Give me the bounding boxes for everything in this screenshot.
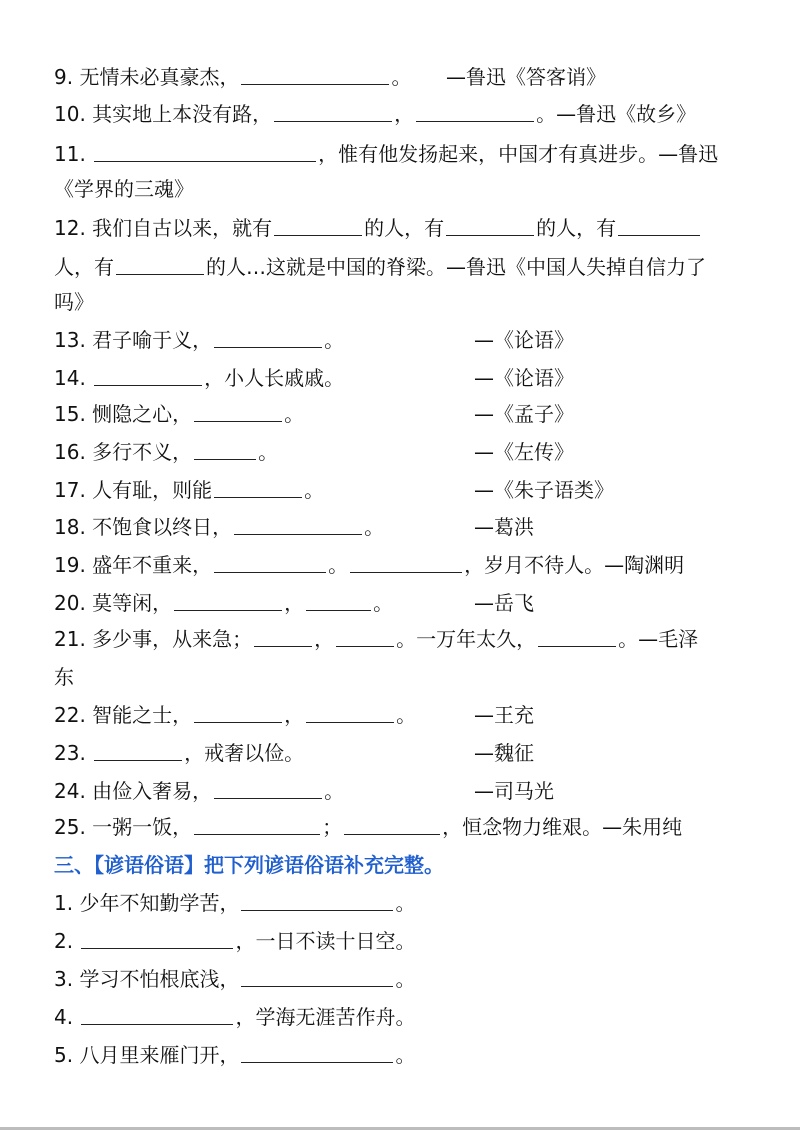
answer-blank[interactable]: [81, 999, 233, 1025]
proverb-text: 3. 学习不怕根底浅，: [54, 967, 240, 991]
quote-line: [54, 96, 760, 133]
quote-line: [54, 773, 760, 810]
answer-blank[interactable]: [241, 59, 389, 85]
answer-blank[interactable]: [194, 434, 256, 460]
quote-text: 23.: [54, 741, 93, 765]
quote-text: 15. 恻隐之心，: [54, 402, 193, 426]
quote-line: [54, 659, 760, 696]
answer-blank[interactable]: [416, 96, 534, 122]
answer-blank[interactable]: [214, 322, 322, 348]
answer-blank[interactable]: [274, 210, 362, 236]
proverb-text: 。: [395, 891, 416, 915]
quote-text: ，岁月不待人。—陶渊明: [464, 553, 685, 577]
quote-source: —王充: [474, 703, 534, 727]
quote-text: 24. 由俭入奢易，: [54, 779, 213, 803]
answer-blank[interactable]: [94, 136, 316, 162]
quote-line: [54, 547, 760, 584]
quote-text: ，: [314, 627, 335, 651]
answer-blank[interactable]: [241, 885, 393, 911]
quote-text: 。: [373, 591, 394, 615]
proverb-text: 4.: [54, 1005, 80, 1029]
quote-source: —《孟子》: [474, 402, 574, 426]
proverb-text: 1. 少年不知勤学苦，: [54, 891, 240, 915]
answer-blank[interactable]: [234, 509, 362, 535]
quote-text: 17. 人有耻，则能: [54, 478, 213, 502]
quote-text: 。: [391, 65, 412, 89]
quote-text: ，小人长戚戚。: [204, 366, 345, 390]
answer-blank[interactable]: [274, 96, 392, 122]
quote-text: 25. 一粥一饭，: [54, 815, 193, 839]
quote-text: 。一万年太久，: [396, 627, 537, 651]
quote-text: 。: [324, 779, 345, 803]
proverb-line: [54, 885, 760, 922]
proverb-text: ，一日不读十日空。: [235, 929, 416, 953]
quote-text: 吗》: [54, 290, 94, 314]
answer-blank[interactable]: [254, 621, 312, 647]
quote-text: 。—鲁迅《故乡》: [536, 102, 697, 126]
quote-text: 9. 无情未必真豪杰，: [54, 65, 240, 89]
quote-text: 的人，有: [536, 216, 617, 240]
quote-line: [54, 284, 760, 321]
answer-blank[interactable]: [94, 735, 182, 761]
quote-line: [54, 249, 760, 286]
quote-text: 11.: [54, 142, 93, 166]
proverb-text: 5. 八月里来雁门开，: [54, 1043, 240, 1067]
answer-blank[interactable]: [116, 249, 204, 275]
answer-blank[interactable]: [241, 961, 393, 987]
quote-line: [54, 434, 760, 471]
quote-source: —《论语》: [474, 366, 574, 390]
quote-source: —《朱子语类》: [474, 478, 614, 502]
quote-line: [54, 809, 760, 846]
proverb-line: [54, 961, 760, 998]
quote-text: 。: [284, 402, 305, 426]
quote-text: 22. 智能之士，: [54, 703, 193, 727]
quote-line: [54, 697, 760, 734]
quote-text: 。: [364, 515, 385, 539]
answer-blank[interactable]: [194, 809, 320, 835]
quote-text: ，戒奢以俭。: [184, 741, 305, 765]
quote-text: 20. 莫等闲，: [54, 591, 173, 615]
answer-blank[interactable]: [306, 697, 394, 723]
quote-source: —司马光: [474, 779, 554, 803]
answer-blank[interactable]: [306, 585, 371, 611]
quote-text: 12. 我们自古以来，就有: [54, 216, 273, 240]
quote-text: 。—毛泽: [618, 627, 699, 651]
proverb-text: 。: [395, 967, 416, 991]
quote-text: 18. 不饱食以终日，: [54, 515, 233, 539]
quote-text: 《学界的三魂》: [54, 177, 194, 201]
quote-text: 的人，有: [364, 216, 445, 240]
quote-line: [54, 621, 760, 658]
answer-blank[interactable]: [194, 396, 282, 422]
answer-blank[interactable]: [81, 923, 233, 949]
proverb-text: 2.: [54, 929, 80, 953]
quote-line: [54, 59, 760, 96]
quote-line: [54, 360, 760, 397]
quote-text: ，恒念物力维艰。—朱用纯: [442, 815, 683, 839]
quote-text: ；: [322, 815, 343, 839]
quote-text: 19. 盛年不重来，: [54, 553, 213, 577]
quote-text: 。: [258, 440, 279, 464]
quote-line: [54, 472, 760, 509]
quote-source: —《论语》: [474, 328, 574, 352]
answer-blank[interactable]: [174, 585, 282, 611]
quote-line: [54, 136, 760, 173]
quote-text: ，: [284, 703, 305, 727]
quote-line: [54, 396, 760, 433]
quote-source: —葛洪: [474, 515, 534, 539]
quote-text: ，: [394, 102, 415, 126]
quote-line: [54, 322, 760, 359]
quote-line: [54, 509, 760, 546]
answer-blank[interactable]: [241, 1037, 393, 1063]
quote-text: ，: [284, 591, 305, 615]
quote-text: 13. 君子喻于义，: [54, 328, 213, 352]
proverb-line: [54, 999, 760, 1036]
proverb-text: ，学海无涯苦作舟。: [235, 1005, 416, 1029]
answer-blank[interactable]: [214, 472, 302, 498]
quote-text: 。: [304, 478, 325, 502]
quote-text: 人，有: [54, 255, 114, 279]
proverb-text: 。: [395, 1043, 416, 1067]
answer-blank[interactable]: [214, 547, 326, 573]
quote-text: 。: [324, 328, 345, 352]
proverb-line: [54, 1037, 760, 1074]
quote-source: —魏征: [474, 741, 534, 765]
quote-line: [54, 735, 760, 772]
quote-text: 16. 多行不义，: [54, 440, 193, 464]
answer-blank[interactable]: [194, 697, 282, 723]
proverb-line: [54, 923, 760, 960]
quote-text: 21. 多少事，从来急；: [54, 627, 253, 651]
quote-text: 10. 其实地上本没有路，: [54, 102, 273, 126]
quote-text: ，惟有他发扬起来，中国才有真进步。—鲁迅: [318, 142, 719, 166]
answer-blank[interactable]: [214, 773, 322, 799]
quote-text: 。: [328, 553, 349, 577]
quote-source: —鲁迅《答客诮》: [446, 65, 606, 89]
answer-blank[interactable]: [538, 621, 616, 647]
answer-blank[interactable]: [94, 360, 202, 386]
answer-blank[interactable]: [618, 210, 700, 236]
answer-blank[interactable]: [344, 809, 440, 835]
quote-source: —岳飞: [474, 591, 534, 615]
quote-source: —《左传》: [474, 440, 574, 464]
quote-text: 东: [54, 665, 74, 689]
quote-line: [54, 585, 760, 622]
answer-blank[interactable]: [350, 547, 462, 573]
section-heading: 三、【谚语俗语】把下列谚语俗语补充完整。: [54, 853, 444, 877]
quote-line: [54, 210, 760, 247]
quote-text: 的人…这就是中国的脊梁。—鲁迅《中国人失掉自信力了: [206, 255, 706, 279]
quote-text: 14.: [54, 366, 93, 390]
answer-blank[interactable]: [446, 210, 534, 236]
quote-text: 。: [396, 703, 417, 727]
quote-line: [54, 171, 760, 208]
answer-blank[interactable]: [336, 621, 394, 647]
